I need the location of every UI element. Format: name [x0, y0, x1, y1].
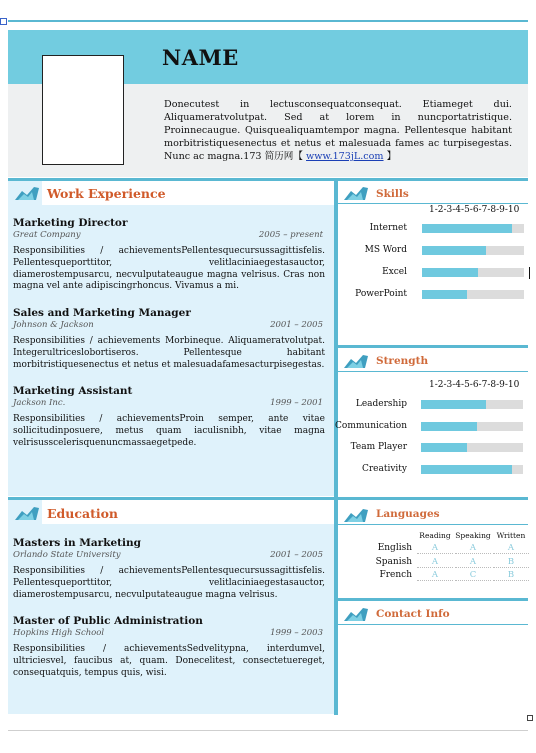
strength-label: Creativity	[361, 463, 407, 474]
language-level-cell: A	[417, 557, 453, 568]
languages-section-bottom-rule	[338, 598, 528, 601]
strength-section-title: Strength	[376, 355, 429, 367]
strength-bar-fill	[421, 422, 477, 431]
strength-label: Team Player	[350, 442, 407, 452]
edu-desc-1: Responsibilities / achievementsPellentesquecursussagittisfelis. Pellentesqueporttitor, velitlaciniaegestasauctor, diamerostempusarcu, necvulputateaugue magna velrisus.	[13, 566, 325, 600]
languages-section-icon	[343, 507, 369, 523]
skills-title-rule	[338, 203, 528, 204]
strength-bar-fill	[421, 400, 486, 409]
languages-title-rule	[338, 524, 528, 525]
lang-header-reading: Reading	[419, 531, 451, 540]
job-dates-2: 2001 – 2005	[270, 320, 323, 330]
job-desc-1: Responsibilities / achievementsPellentesquecursussagittisfelis. Pellentesqueporttitor, velitlaciniaegestasauctor, diamerostempusarcu, necvulputateaugue magna velrisus. Cras non magna vel ante adipiscingrhoncus. Vivamus a mi.	[13, 246, 325, 292]
photo-placeholder[interactable]	[42, 55, 124, 165]
edu-school-1: Orlando State University	[13, 550, 121, 560]
lang-header-speaking: Speaking	[455, 531, 491, 540]
skill-bar-track	[422, 246, 524, 255]
skill-bar-fill	[422, 246, 486, 255]
job-dates-3: 1999 – 2001	[270, 398, 323, 408]
job-desc-3: Responsibilities / achievementsProin semper, ante vitae sollicitudinposuere, metus quam iaculisnibh, vitae magna velrisusscelerisquenuncmassaegetpede.	[13, 414, 325, 448]
strength-bar-track	[421, 400, 523, 409]
strength-title-rule	[338, 371, 528, 372]
strength-label: Leadership	[355, 399, 407, 409]
edu-dates-1: 2001 – 2005	[270, 550, 323, 560]
language-level-cell: A	[455, 557, 491, 568]
job-desc-2: Responsibilities / achievements Morbineque. Aliquameratvolutpat. Integerultriceslobortiseros. Pellentesque habitant morbitristiquesenectus et netus et malesuadafamesacturpisegestas.	[13, 336, 325, 370]
skill-bar-track	[422, 290, 524, 299]
strength-label: Communication	[335, 420, 407, 431]
language-level-cell: C	[455, 570, 491, 581]
strength-bar-track	[421, 422, 523, 431]
skill-bar-track	[422, 224, 524, 233]
language-level-cell: A	[455, 543, 491, 554]
education-section-title: Education	[47, 506, 119, 521]
contact-title-rule	[338, 624, 528, 625]
resize-handle-icon[interactable]	[527, 715, 533, 721]
job-company-2: Johnson & Jackson	[13, 320, 94, 330]
skill-label: Excel	[382, 267, 407, 277]
skill-label: PowerPoint	[355, 289, 407, 299]
education-section-icon	[14, 505, 40, 521]
skill-bar-track	[422, 268, 524, 277]
skills-scale: 1-2-3-4-5-6-7-8-9-10	[429, 205, 520, 215]
skill-bar-fill	[422, 290, 467, 299]
corner-marker-icon	[0, 18, 7, 25]
skills-section-icon	[343, 185, 369, 201]
summary-end: 】	[386, 151, 397, 162]
job-company-1: Great Company	[13, 230, 81, 240]
education-panel	[8, 500, 334, 714]
edu-title-2: Master of Public Administration	[13, 615, 203, 627]
work-section-icon	[14, 185, 40, 201]
job-company-3: Jackson Inc.	[13, 398, 66, 408]
education-divider	[334, 497, 338, 715]
strength-section-bottom-rule	[338, 497, 528, 500]
strength-bar-track	[421, 443, 523, 452]
page-title: NAME	[162, 45, 239, 70]
language-level-cell: A	[493, 543, 529, 554]
bottom-rule	[8, 730, 528, 731]
skills-cursor-mark	[529, 267, 530, 279]
job-title-1: Marketing Director	[13, 217, 128, 229]
lang-header-written: Written	[496, 531, 526, 540]
skill-label: Internet	[369, 223, 407, 233]
strength-bar-fill	[421, 443, 467, 452]
top-rule	[8, 20, 528, 22]
language-name: English	[377, 543, 412, 553]
work-section-title: Work Experience	[47, 186, 166, 201]
skill-label: MS Word	[364, 245, 407, 255]
contact-section-title: Contact Info	[376, 608, 450, 620]
contact-section-icon	[343, 606, 369, 622]
skill-bar-fill	[422, 224, 512, 233]
job-dates-1: 2005 – present	[258, 230, 323, 240]
edu-school-2: Hopkins High School	[13, 628, 105, 638]
edu-desc-2: Responsibilities / achievementsSedvelitурna, interdumvel, ultriciesvel, faucibus at, quam. Donecelitest, consectetuereget, consequatquis, tempus quis, wisi.	[13, 644, 325, 678]
job-title-3: Marketing Assistant	[13, 385, 133, 397]
summary-text: Donecutest in lectusconsequatconsequat. Etiameget dui. Aliquameratvolutpat. Sed at lorem in nuncportatristique. Proinnecaugue. Quisquealiquamtempor magna. Pellentesque habitant morbitristiquesenectus et netus et malesuada fames ac turpisegestas. Nunc ac magna.173 简历网【	[164, 99, 512, 162]
strength-bar-fill	[421, 465, 512, 474]
language-level-cell: B	[493, 570, 529, 581]
job-title-2: Sales and Marketing Manager	[13, 307, 191, 319]
edu-title-1: Masters in Marketing	[13, 537, 141, 549]
strength-bar-track	[421, 465, 523, 474]
language-level-cell: B	[493, 557, 529, 568]
summary-paragraph	[164, 98, 512, 163]
strength-section-icon	[343, 353, 369, 369]
language-level-cell: A	[417, 543, 453, 554]
language-name: French	[379, 570, 412, 580]
summary-link[interactable]: www.173jL.com	[306, 151, 384, 162]
languages-section-title: Languages	[376, 508, 440, 520]
skill-bar-fill	[422, 268, 478, 277]
strength-scale: 1-2-3-4-5-6-7-8-9-10	[429, 380, 520, 390]
skills-section-bottom-rule	[338, 345, 528, 348]
language-name: Spanish	[375, 556, 412, 567]
language-level-cell: A	[417, 570, 453, 581]
edu-dates-2: 1999 – 2003	[270, 628, 323, 638]
skills-section-title: Skills	[376, 188, 409, 200]
